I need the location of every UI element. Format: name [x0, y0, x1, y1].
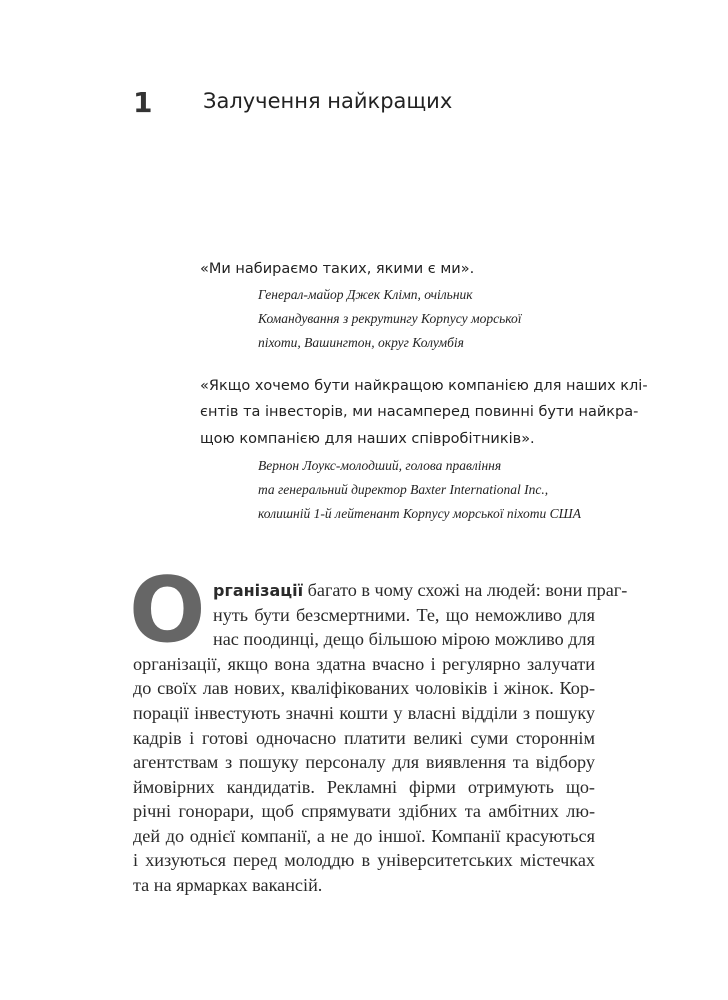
epigraph-2-quote: «Якщо хочемо бути найкращою компанією для наших клі- — [200, 378, 648, 394]
epigraph-2-attribution: та генеральний директор Baxter International Inc., — [258, 482, 549, 497]
epigraph-1-attribution: Командування з рекрутингу Корпусу морської — [258, 311, 522, 326]
body-line: організації, якщо вона здатна вчасно і регулярно залучати — [133, 654, 595, 674]
epigraph-2-attribution: Вернон Лоукс-молодший, голова правління — [258, 458, 502, 473]
body-line: агентствам з пошуку персоналу для виявлення та відбору — [133, 752, 595, 772]
body-line: нас поодинці, дещо більшою мірою можливо для — [213, 629, 595, 649]
chapter-title: Залучення найкращих — [203, 89, 453, 113]
body-line: річні гонорари, щоб спрямувати здібних та амбітних лю- — [133, 801, 595, 821]
first-word: рганізації — [213, 581, 304, 600]
body-line: ймовірних кандидатів. Рекламні фірми отримують що- — [133, 777, 595, 797]
chapter-number: 1 — [133, 86, 153, 119]
body-line: дей до однієї компанії, а не до іншої. Компанії красуються — [133, 826, 595, 846]
epigraph-2-quote: щою компанією для наших співробітників». — [200, 431, 535, 447]
epigraph-1-attribution: піхоти, Вашингтон, округ Колумбія — [258, 335, 464, 350]
body-line: та на ярмарках вакансій. — [133, 875, 323, 895]
body-line-1 — [213, 578, 628, 602]
body-line: до своїх лав нових, кваліфікованих чоловіків і жінок. Кор- — [133, 678, 595, 698]
body-line: нуть бути безсмертними. Те, що неможливо для — [213, 605, 595, 625]
epigraph-2-quote: єнтів та інвесторів, ми насамперед повинні бути найкра- — [200, 404, 639, 420]
body-line: і хизуються перед молоддю в університетських містечках — [133, 850, 595, 870]
epigraph-1-attribution: Генерал-майор Джек Клімп, очільник — [258, 287, 473, 302]
body-line: кадрів і готові одночасно платити великі суми стороннім — [133, 728, 595, 748]
epigraph-1-quote: «Ми набираємо таких, якими є ми». — [200, 261, 475, 277]
epigraph-2-attribution: колишній 1-й лейтенант Корпусу морської піхоти США — [258, 506, 581, 521]
body-text: багато в чому схожі на людей: вони праг- — [303, 580, 628, 600]
body-line: порації інвестують значні кошти у власні відділи з пошуку — [133, 703, 595, 723]
drop-cap: О — [129, 558, 206, 663]
